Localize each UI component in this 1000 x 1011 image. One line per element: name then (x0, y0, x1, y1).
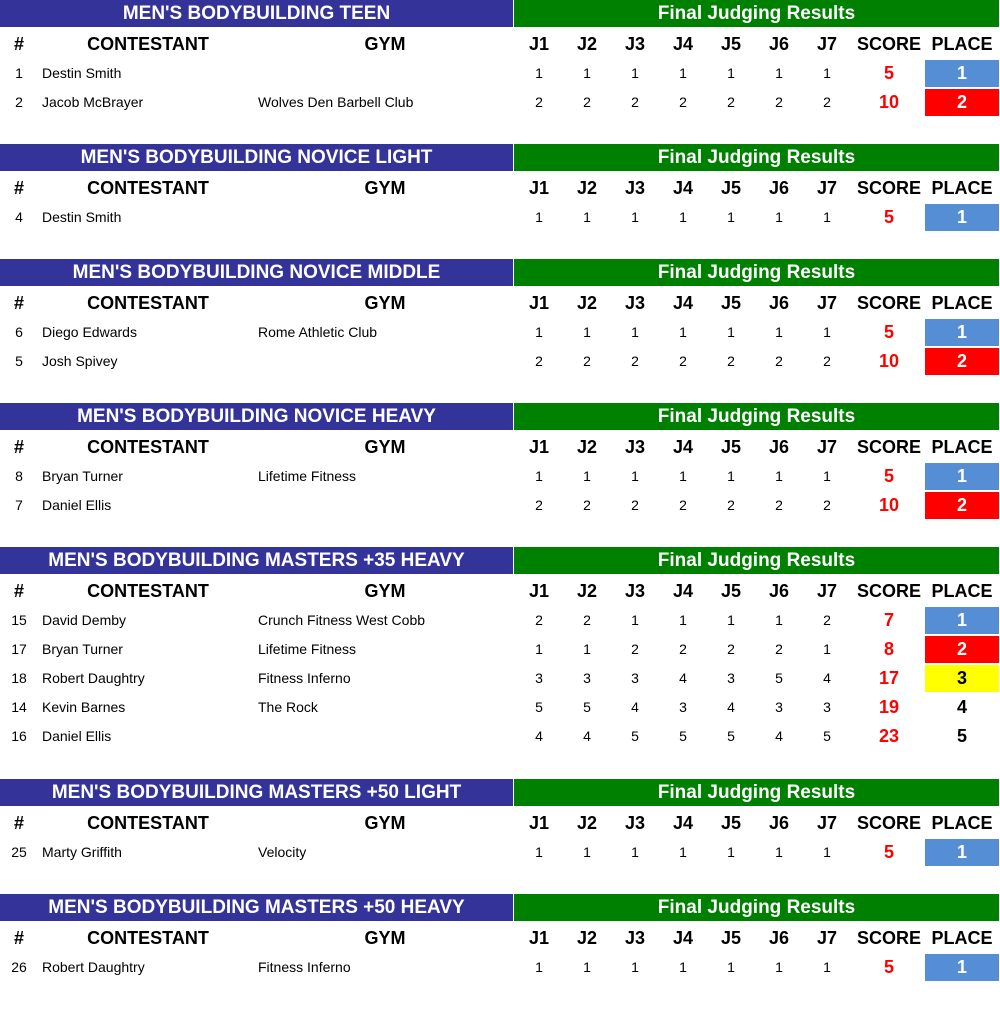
col-header-judge-5: J5 (720, 813, 742, 833)
col-header-judge-2: J2 (576, 928, 598, 948)
judge-3-score: 1 (631, 468, 639, 484)
col-header-place: PLACE (931, 581, 993, 601)
judge-2-score: 1 (583, 209, 591, 225)
col-header-score: SCORE (856, 34, 921, 54)
contestant-gym: Rome Athletic Club (258, 324, 378, 340)
judge-7-score: 1 (823, 324, 831, 340)
contestant-gym: Wolves Den Barbell Club (258, 94, 414, 110)
judge-3-score: 2 (631, 353, 639, 369)
division-title: MEN'S BODYBUILDING MASTERS +35 HEAVY (0, 547, 513, 574)
judge-3-score: 2 (631, 497, 639, 513)
judge-1-score: 2 (535, 497, 543, 513)
contestant-number: 18 (11, 670, 27, 686)
col-header-judge-1: J1 (528, 813, 550, 833)
col-header-number: # (13, 928, 24, 948)
place-badge: 2 (925, 492, 999, 519)
table-row (0, 318, 1000, 347)
contestant-number: 17 (11, 641, 27, 657)
contestant-name: Bryan Turner (42, 468, 123, 484)
place-badge: 1 (925, 60, 999, 87)
judge-7-score: 4 (823, 670, 831, 686)
judge-6-score: 1 (775, 209, 783, 225)
judge-4-score: 2 (679, 497, 687, 513)
col-header-judge-1: J1 (528, 437, 550, 457)
table-row (0, 203, 1000, 232)
judge-1-score: 2 (535, 612, 543, 628)
judge-1-score: 1 (535, 209, 543, 225)
judge-4-score: 1 (679, 959, 687, 975)
col-header-score: SCORE (856, 581, 921, 601)
judge-5-score: 1 (727, 959, 735, 975)
judge-2-score: 3 (583, 670, 591, 686)
contestant-name: Daniel Ellis (42, 497, 112, 513)
contestant-number: 1 (15, 65, 23, 81)
judge-4-score: 3 (679, 699, 687, 715)
contestant-name: Daniel Ellis (42, 728, 112, 744)
col-header-judge-2: J2 (576, 437, 598, 457)
judge-3-score: 1 (631, 612, 639, 628)
total-score: 7 (883, 610, 894, 630)
judge-6-score: 1 (775, 844, 783, 860)
col-header-number: # (13, 34, 24, 54)
table-row (0, 635, 1000, 664)
contestant-gym (258, 59, 508, 88)
col-header-judge-3: J3 (624, 178, 646, 198)
col-header-gym: GYM (364, 581, 406, 601)
judge-4-score: 1 (679, 324, 687, 340)
col-header-number: # (13, 813, 24, 833)
col-header-judge-1: J1 (528, 581, 550, 601)
contestant-name: Destin Smith (42, 209, 122, 225)
judge-7-score: 5 (823, 728, 831, 744)
table-row (0, 693, 1000, 722)
judge-3-score: 1 (631, 65, 639, 81)
contestant-number: 14 (11, 699, 27, 715)
col-header-judge-6: J6 (768, 928, 790, 948)
col-header-judge-5: J5 (720, 293, 742, 313)
contestant-number: 25 (11, 844, 27, 860)
table-row (0, 953, 1000, 982)
total-score: 5 (883, 957, 894, 977)
judge-1-score: 1 (535, 959, 543, 975)
judge-7-score: 1 (823, 209, 831, 225)
place-badge: 1 (925, 839, 999, 866)
col-header-judge-2: J2 (576, 34, 598, 54)
judge-5-score: 1 (727, 612, 735, 628)
judge-2-score: 1 (583, 324, 591, 340)
col-header-number: # (13, 437, 24, 457)
judge-1-score: 1 (535, 468, 543, 484)
division-section (0, 403, 1000, 520)
total-score: 10 (878, 92, 900, 112)
judge-4-score: 1 (679, 612, 687, 628)
total-score: 17 (878, 668, 900, 688)
col-header-judge-6: J6 (768, 437, 790, 457)
judge-7-score: 1 (823, 844, 831, 860)
col-header-judge-4: J4 (672, 581, 694, 601)
column-header-row (0, 288, 1000, 318)
col-header-judge-2: J2 (576, 293, 598, 313)
col-header-judge-4: J4 (672, 178, 694, 198)
contestant-number: 2 (15, 94, 23, 110)
col-header-judge-7: J7 (816, 928, 838, 948)
judge-7-score: 3 (823, 699, 831, 715)
judge-6-score: 1 (775, 612, 783, 628)
judge-6-score: 1 (775, 65, 783, 81)
division-title: MEN'S BODYBUILDING MASTERS +50 HEAVY (0, 894, 513, 921)
contestant-gym: Lifetime Fitness (258, 641, 357, 657)
contestant-gym: Fitness Inferno (258, 670, 351, 686)
division-title: MEN'S BODYBUILDING TEEN (0, 0, 513, 27)
judge-4-score: 1 (679, 209, 687, 225)
judge-6-score: 2 (775, 497, 783, 513)
contestant-number: 8 (15, 468, 23, 484)
judge-5-score: 2 (727, 497, 735, 513)
judge-7-score: 2 (823, 497, 831, 513)
table-row (0, 491, 1000, 520)
col-header-number: # (13, 178, 24, 198)
judge-2-score: 1 (583, 65, 591, 81)
judge-7-score: 1 (823, 468, 831, 484)
col-header-judge-3: J3 (624, 437, 646, 457)
col-header-judge-6: J6 (768, 178, 790, 198)
judge-2-score: 2 (583, 497, 591, 513)
column-header-row (0, 576, 1000, 606)
judge-4-score: 2 (679, 641, 687, 657)
contestant-gym (258, 722, 508, 751)
contestant-name: Marty Griffith (42, 844, 122, 860)
judge-5-score: 2 (727, 94, 735, 110)
column-header-row (0, 29, 1000, 59)
judge-2-score: 2 (583, 94, 591, 110)
judge-6-score: 1 (775, 324, 783, 340)
judge-4-score: 2 (679, 94, 687, 110)
judge-1-score: 2 (535, 353, 543, 369)
table-row (0, 606, 1000, 635)
place-badge: 1 (925, 607, 999, 634)
col-header-judge-3: J3 (624, 293, 646, 313)
table-row (0, 838, 1000, 867)
judge-2-score: 5 (583, 699, 591, 715)
place-badge: 1 (925, 204, 999, 231)
col-header-judge-1: J1 (528, 34, 550, 54)
division-title: MEN'S BODYBUILDING MASTERS +50 LIGHT (0, 779, 513, 806)
col-header-contestant: CONTESTANT (87, 813, 209, 833)
col-header-judge-6: J6 (768, 34, 790, 54)
contestant-gym (258, 347, 508, 376)
contestant-number: 26 (11, 959, 27, 975)
col-header-judge-2: J2 (576, 178, 598, 198)
judge-5-score: 1 (727, 324, 735, 340)
place-badge: 5 (956, 726, 967, 746)
col-header-score: SCORE (856, 437, 921, 457)
col-header-judge-7: J7 (816, 813, 838, 833)
division-section (0, 144, 1000, 232)
contestant-number: 4 (15, 209, 23, 225)
col-header-judge-5: J5 (720, 178, 742, 198)
judge-5-score: 2 (727, 641, 735, 657)
place-badge: 2 (925, 89, 999, 116)
judge-2-score: 4 (583, 728, 591, 744)
judge-4-score: 1 (679, 844, 687, 860)
col-header-judge-3: J3 (624, 928, 646, 948)
col-header-contestant: CONTESTANT (87, 293, 209, 313)
table-row (0, 59, 1000, 88)
col-header-judge-2: J2 (576, 813, 598, 833)
contestant-number: 15 (11, 612, 27, 628)
judge-4-score: 1 (679, 468, 687, 484)
judge-1-score: 5 (535, 699, 543, 715)
contestant-gym (258, 491, 508, 520)
judge-6-score: 2 (775, 353, 783, 369)
col-header-contestant: CONTESTANT (87, 178, 209, 198)
judge-3-score: 1 (631, 324, 639, 340)
total-score: 10 (878, 495, 900, 515)
col-header-judge-4: J4 (672, 293, 694, 313)
col-header-judge-3: J3 (624, 813, 646, 833)
judge-2-score: 1 (583, 468, 591, 484)
contestant-name: Destin Smith (42, 65, 122, 81)
judge-6-score: 1 (775, 959, 783, 975)
col-header-gym: GYM (364, 293, 406, 313)
judge-5-score: 1 (727, 844, 735, 860)
col-header-place: PLACE (931, 437, 993, 457)
judge-1-score: 3 (535, 670, 543, 686)
col-header-gym: GYM (364, 178, 406, 198)
col-header-gym: GYM (364, 928, 406, 948)
judge-2-score: 1 (583, 641, 591, 657)
col-header-score: SCORE (856, 813, 921, 833)
judge-3-score: 3 (631, 670, 639, 686)
contestant-number: 7 (15, 497, 23, 513)
judge-1-score: 4 (535, 728, 543, 744)
col-header-place: PLACE (931, 34, 993, 54)
col-header-contestant: CONTESTANT (87, 928, 209, 948)
col-header-contestant: CONTESTANT (87, 581, 209, 601)
judge-6-score: 1 (775, 468, 783, 484)
judge-7-score: 1 (823, 65, 831, 81)
judge-1-score: 1 (535, 65, 543, 81)
division-section (0, 894, 1000, 982)
col-header-number: # (13, 293, 24, 313)
col-header-judge-5: J5 (720, 928, 742, 948)
col-header-judge-7: J7 (816, 178, 838, 198)
place-badge: 1 (925, 954, 999, 981)
contestant-name: Bryan Turner (42, 641, 123, 657)
judge-3-score: 2 (631, 94, 639, 110)
judge-4-score: 1 (679, 65, 687, 81)
judge-5-score: 1 (727, 468, 735, 484)
total-score: 19 (878, 697, 900, 717)
judge-3-score: 2 (631, 641, 639, 657)
judge-5-score: 1 (727, 209, 735, 225)
col-header-judge-4: J4 (672, 813, 694, 833)
division-section (0, 547, 1000, 751)
judge-3-score: 1 (631, 209, 639, 225)
contestant-gym (258, 203, 508, 232)
column-header-row (0, 432, 1000, 462)
total-score: 5 (883, 842, 894, 862)
total-score: 5 (883, 207, 894, 227)
judge-3-score: 1 (631, 959, 639, 975)
judge-1-score: 1 (535, 641, 543, 657)
total-score: 8 (883, 639, 894, 659)
judge-1-score: 2 (535, 94, 543, 110)
judge-7-score: 1 (823, 959, 831, 975)
contestant-gym: Crunch Fitness West Cobb (258, 612, 426, 628)
col-header-judge-3: J3 (624, 34, 646, 54)
col-header-judge-6: J6 (768, 581, 790, 601)
contestant-number: 16 (11, 728, 27, 744)
judge-3-score: 1 (631, 844, 639, 860)
contestant-number: 6 (15, 324, 23, 340)
judge-7-score: 2 (823, 612, 831, 628)
results-title: Final Judging Results (514, 144, 999, 171)
col-header-contestant: CONTESTANT (87, 437, 209, 457)
division-section (0, 0, 1000, 117)
total-score: 23 (878, 726, 900, 746)
contestant-number: 5 (15, 353, 23, 369)
col-header-judge-5: J5 (720, 34, 742, 54)
judge-4-score: 5 (679, 728, 687, 744)
judge-2-score: 1 (583, 959, 591, 975)
judge-5-score: 4 (727, 699, 735, 715)
column-header-row (0, 808, 1000, 838)
results-title: Final Judging Results (514, 0, 999, 27)
col-header-judge-4: J4 (672, 437, 694, 457)
table-row (0, 347, 1000, 376)
col-header-judge-7: J7 (816, 293, 838, 313)
col-header-judge-1: J1 (528, 293, 550, 313)
column-header-row (0, 923, 1000, 953)
contestant-name: Robert Daughtry (42, 959, 145, 975)
contestant-name: Jacob McBrayer (42, 94, 144, 110)
place-badge: 1 (925, 463, 999, 490)
col-header-place: PLACE (931, 813, 993, 833)
judge-2-score: 2 (583, 612, 591, 628)
division-title: MEN'S BODYBUILDING NOVICE MIDDLE (0, 259, 513, 286)
col-header-gym: GYM (364, 34, 406, 54)
col-header-judge-5: J5 (720, 437, 742, 457)
col-header-judge-3: J3 (624, 581, 646, 601)
contestant-name: Josh Spivey (42, 353, 118, 369)
col-header-score: SCORE (856, 293, 921, 313)
col-header-place: PLACE (931, 293, 993, 313)
judge-6-score: 4 (775, 728, 783, 744)
col-header-contestant: CONTESTANT (87, 34, 209, 54)
table-row (0, 462, 1000, 491)
table-row (0, 664, 1000, 693)
judge-6-score: 2 (775, 94, 783, 110)
place-badge: 2 (925, 348, 999, 375)
judge-7-score: 1 (823, 641, 831, 657)
col-header-judge-4: J4 (672, 34, 694, 54)
col-header-gym: GYM (364, 813, 406, 833)
results-title: Final Judging Results (514, 403, 999, 430)
col-header-gym: GYM (364, 437, 406, 457)
division-title: MEN'S BODYBUILDING NOVICE LIGHT (0, 144, 513, 171)
judge-1-score: 1 (535, 844, 543, 860)
contestant-gym: Fitness Inferno (258, 959, 351, 975)
judge-7-score: 2 (823, 353, 831, 369)
table-row (0, 722, 1000, 751)
contestant-gym: Lifetime Fitness (258, 468, 357, 484)
total-score: 10 (878, 351, 900, 371)
column-header-row (0, 173, 1000, 203)
judge-1-score: 1 (535, 324, 543, 340)
judge-5-score: 5 (727, 728, 735, 744)
judge-4-score: 4 (679, 670, 687, 686)
col-header-judge-4: J4 (672, 928, 694, 948)
col-header-place: PLACE (931, 178, 993, 198)
judge-5-score: 3 (727, 670, 735, 686)
judge-3-score: 4 (631, 699, 639, 715)
judge-6-score: 5 (775, 670, 783, 686)
contestant-gym: The Rock (258, 699, 318, 715)
total-score: 5 (883, 322, 894, 342)
contestant-name: Kevin Barnes (42, 699, 126, 715)
judge-2-score: 2 (583, 353, 591, 369)
results-title: Final Judging Results (514, 547, 999, 574)
judge-2-score: 1 (583, 844, 591, 860)
judge-5-score: 2 (727, 353, 735, 369)
results-title: Final Judging Results (514, 779, 999, 806)
judge-6-score: 3 (775, 699, 783, 715)
judge-6-score: 2 (775, 641, 783, 657)
col-header-judge-2: J2 (576, 581, 598, 601)
col-header-score: SCORE (856, 178, 921, 198)
results-title: Final Judging Results (514, 894, 999, 921)
judge-3-score: 5 (631, 728, 639, 744)
table-row (0, 88, 1000, 117)
col-header-judge-6: J6 (768, 813, 790, 833)
col-header-score: SCORE (856, 928, 921, 948)
results-title: Final Judging Results (514, 259, 999, 286)
judge-5-score: 1 (727, 65, 735, 81)
total-score: 5 (883, 63, 894, 83)
contestant-gym: Velocity (258, 844, 307, 860)
total-score: 5 (883, 466, 894, 486)
contestant-name: Robert Daughtry (42, 670, 145, 686)
judge-7-score: 2 (823, 94, 831, 110)
col-header-judge-1: J1 (528, 928, 550, 948)
contestant-name: Diego Edwards (42, 324, 137, 340)
judge-4-score: 2 (679, 353, 687, 369)
division-section (0, 259, 1000, 376)
place-badge: 3 (925, 665, 999, 692)
col-header-judge-7: J7 (816, 437, 838, 457)
col-header-judge-5: J5 (720, 581, 742, 601)
division-title: MEN'S BODYBUILDING NOVICE HEAVY (0, 403, 513, 430)
col-header-number: # (13, 581, 24, 601)
col-header-place: PLACE (931, 928, 993, 948)
col-header-judge-7: J7 (816, 34, 838, 54)
place-badge: 1 (925, 319, 999, 346)
col-header-judge-7: J7 (816, 581, 838, 601)
place-badge: 4 (956, 697, 967, 717)
col-header-judge-6: J6 (768, 293, 790, 313)
place-badge: 2 (925, 636, 999, 663)
col-header-judge-1: J1 (528, 178, 550, 198)
division-section (0, 779, 1000, 867)
contestant-name: David Demby (42, 612, 127, 628)
